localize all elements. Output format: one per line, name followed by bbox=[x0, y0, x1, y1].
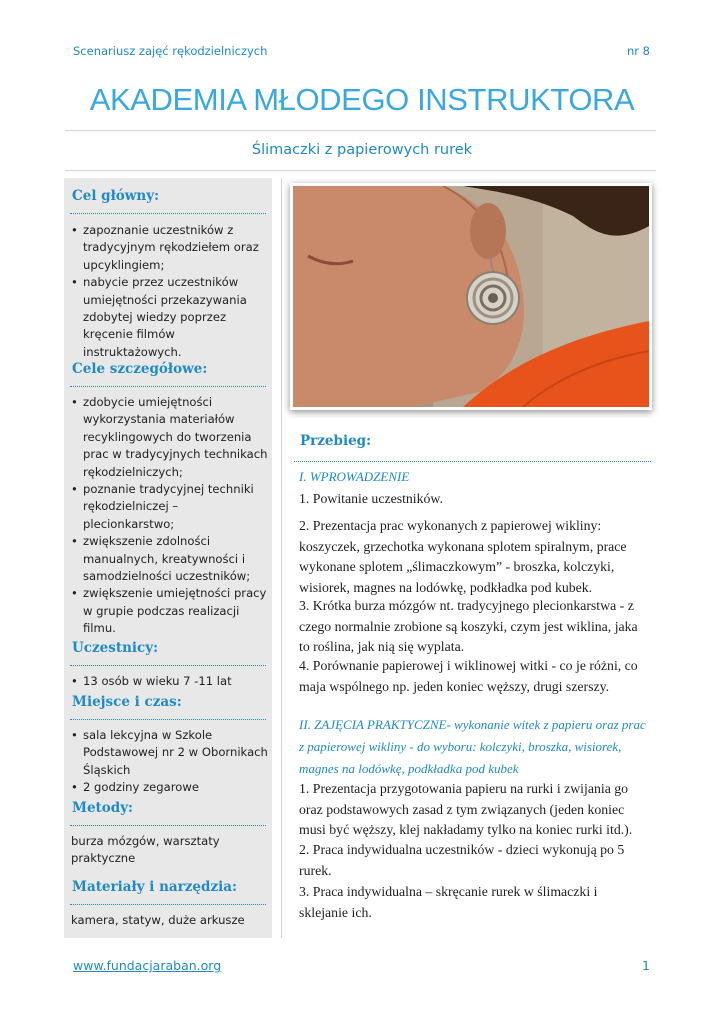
place-heading: Miejsce i czas: bbox=[72, 694, 182, 710]
list-item: • nabycie przez uczestników umiejętności przekazywania zdobytej wiedzy poprzez kręcenie filmów instruktażowych. bbox=[70, 274, 268, 361]
participants-list bbox=[70, 673, 268, 690]
list-item: • 13 osób w wieku 7 -11 lat bbox=[70, 673, 268, 690]
goal-divider bbox=[70, 213, 266, 214]
subtitle-divider bbox=[65, 170, 656, 171]
photo bbox=[290, 183, 652, 410]
objectives-heading: Cele szczegółowe: bbox=[72, 361, 208, 377]
website-link[interactable]: www.fundacjaraban.org bbox=[73, 958, 222, 973]
objectives-list bbox=[70, 394, 268, 638]
list-item: • zwiększenie umiejętności pracy w grupie podczas realizacji filmu. bbox=[70, 585, 268, 637]
methods-heading: Metody: bbox=[72, 800, 134, 816]
sidebar bbox=[64, 178, 272, 938]
materials-text: kamera, statyw, duże arkusze bbox=[71, 913, 245, 927]
methods-divider bbox=[70, 825, 266, 826]
title-divider bbox=[65, 130, 656, 131]
place-divider bbox=[70, 719, 266, 720]
column-divider bbox=[281, 178, 282, 938]
goal-heading: Cel główny: bbox=[72, 188, 160, 204]
materials-divider bbox=[70, 904, 266, 905]
list-item: • poznanie tradycyjnej techniki rękodzielniczej – plecionkarstwo; bbox=[70, 481, 268, 533]
photo-earring-image bbox=[293, 186, 649, 407]
running-header bbox=[73, 44, 650, 64]
list-item: • zwiększenie zdolności manualnych, kreatywności i samodzielności uczestników; bbox=[70, 533, 268, 585]
issue-number: nr 8 bbox=[627, 44, 650, 58]
objectives-divider bbox=[70, 386, 266, 387]
practice-item-3: 3. Praca indywidualna – skręcanie rurek w ślimaczki i sklejanie ich. bbox=[299, 884, 598, 920]
procedure-divider bbox=[294, 461, 651, 462]
page-subtitle: Ślimaczki z papierowych rurek bbox=[251, 142, 473, 158]
procedure-heading: Przebieg: bbox=[300, 433, 372, 449]
participants-divider bbox=[70, 665, 266, 666]
page-title: AKADEMIA MŁODEGO INSTRUKTORA bbox=[89, 82, 635, 117]
section-practice-heading: II. ZAJĘCIA PRAKTYCZNE- wykonanie witek z papieru oraz prac z papierowej wikliny - do wyboru: kolczyki, broszka, wisiorek, magnes na lodówkę, podkładka pod kubek bbox=[299, 717, 646, 776]
materials-heading: Materiały i narzędzia: bbox=[72, 879, 237, 895]
place-list bbox=[70, 727, 268, 797]
intro-item-1: 1. Powitanie uczestników. bbox=[299, 491, 443, 506]
list-item: • 2 godziny zegarowe bbox=[70, 779, 268, 796]
intro-item-4: 4. Porównanie papierowej i wiklinowej witki - co je różni, co maja wspólnego np. jeden koniec węższy, drugi szerszy. bbox=[299, 658, 638, 694]
goal-list bbox=[70, 222, 268, 361]
list-item: • zapoznanie uczestników z tradycyjnym rękodziełem oraz upcyklingiem; bbox=[70, 222, 268, 274]
intro-item-3: 3. Krótka burza mózgów nt. tradycyjnego plecionkarstwa - z czego normalnie zrobione są koszyki, czym jest wiklina, jaka to roślina, jak nią się wyplata. bbox=[299, 598, 638, 655]
participants-heading: Uczestnicy: bbox=[72, 640, 159, 656]
page-number: 1 bbox=[642, 958, 650, 973]
series-label: Scenariusz zajęć rękodzielniczych bbox=[73, 44, 268, 58]
methods-text: burza mózgów, warsztaty praktyczne bbox=[71, 834, 220, 866]
practice-item-2: 2. Praca indywidualna uczestników - dzieci wykonują po 5 rurek. bbox=[299, 842, 625, 878]
section-intro-heading: I. WPROWADZENIE bbox=[299, 469, 410, 484]
practice-item-1: 1. Prezentacja przygotowania papieru na rurki i zwijania go oraz podstawowych zasad z tym związanych (jeden koniec musi być węższy, klej nakładamy tylko na koniec rurki itd.). bbox=[299, 781, 633, 838]
list-item: • sala lekcyjna w Szkole Podstawowej nr 2 w Obornikach Śląskich bbox=[70, 727, 268, 779]
list-item: • zdobycie umiejętności wykorzystania materiałów recyklingowych do tworzenia prac w tradycyjnych technikach rękodzielniczych; bbox=[70, 394, 268, 481]
intro-item-2: 2. Prezentacja prac wykonanych z papierowej wikliny: koszyczek, grzechotka wykonana splotem spiralnym, prace wykonane splotem „ślimaczkowym” - broszka, kolczyki, wisiorek, magnes na lodówkę, podkładka pod kubek. bbox=[299, 518, 627, 595]
